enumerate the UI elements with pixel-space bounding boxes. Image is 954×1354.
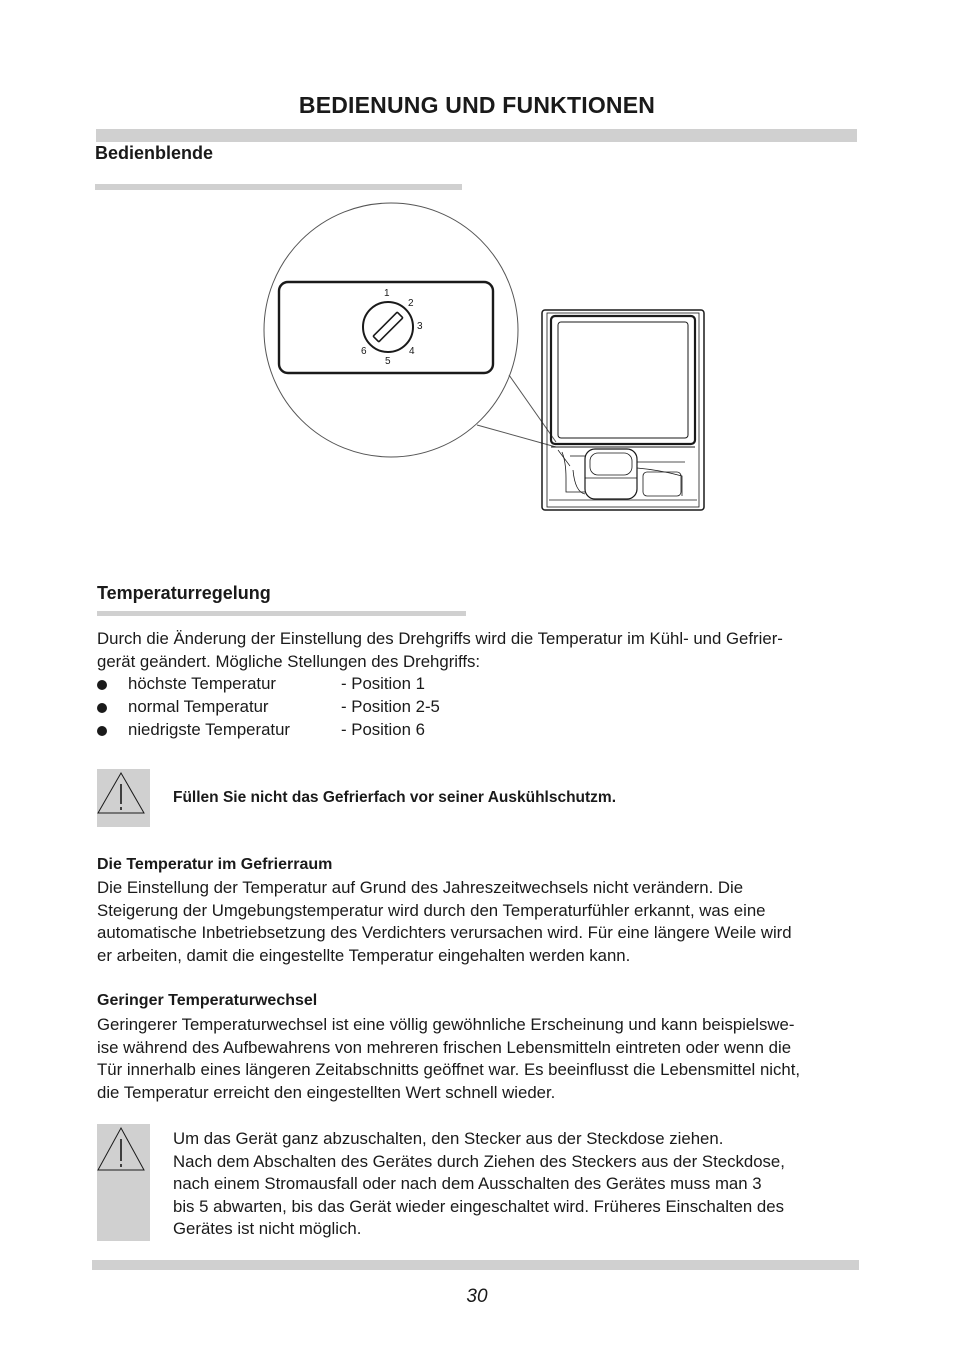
bullet-icon — [97, 726, 107, 736]
warning-text: Füllen Sie nicht das Gefrierfach vor seiner Auskühlschutzm. — [173, 789, 617, 806]
dial-position-label: 4 — [409, 346, 415, 357]
freezer-temperature-text: Die Einstellung der Temperatur auf Grund des Jahreszeitwechsels nicht verändern. Die Steigerung der Umgebungstemperatur wird durch den Temperaturfühler erkannt, was eine automatische Inbetriebsetzung des Verdichters verursachen wird. Für eine längere Weile wird er arbeiten, damit die eingestellte Temperatur eingehalten werden kann. — [97, 878, 792, 965]
magnifier-connector-bottom — [477, 425, 556, 447]
bullet-icon — [97, 703, 107, 713]
section-heading-control-panel: Bedienblende — [95, 143, 214, 163]
magnifier-connector-top — [509, 375, 556, 442]
dial-position-label: 3 — [417, 321, 423, 332]
warning-unplug-text: Um das Gerät ganz abzuschalten, den Stecker aus der Steckdose ziehen. Nach dem Abschalten des Gerätes durch Ziehen des Steckers aus der Steckdose, nach einem Stromausfall oder nach dem Ausschalten des Gerätes muss man 3 bis 5 abwarten, bis das Gerät wieder eingeschaltet wird. Früheres Einschalten des Gerätes ist nicht möglich. — [173, 1129, 785, 1239]
warning-box — [97, 769, 150, 827]
footer-divider — [92, 1260, 859, 1270]
temperature-intro: Durch die Änderung der Einstellung des Drehgriffs wird die Temperatur im Kühl- und Gefrier- gerät geändert. Mögliche Stellungen des Drehgriffs: — [97, 629, 783, 671]
page-title: BEDIENUNG UND FUNKTIONEN — [298, 92, 656, 118]
warning-triangle-icon — [97, 769, 150, 827]
section-divider — [97, 611, 466, 616]
warning-box — [97, 1124, 150, 1241]
dial-position-label: 2 — [408, 298, 414, 309]
small-change-text: Geringerer Temperaturwechsel ist eine völlig gewöhnliche Erscheinung und kann beispielswe- ise während des Aufbewahrens von mehreren frischen Lebensmitteln eintreten oder wenn die Tür innerhalb eines längeren Zeitabschnitts geöffnet war. Es beeinflusst die Lebensmittel nicht, die Temperatur erreicht den eingestellten Wert schnell wieder. — [97, 1015, 801, 1102]
subheading-freezer-temperature: Die Temperatur im Gefrierraum — [97, 856, 333, 873]
control-panel-diagram — [0, 0, 954, 560]
fridge-illustration — [542, 310, 704, 510]
section-heading-temperature: Temperaturregelung — [97, 583, 271, 603]
bullet-icon — [97, 680, 107, 690]
subheading-small-temperature-change: Geringer Temperaturwechsel — [97, 992, 318, 1009]
dial-position-label: 6 — [361, 346, 367, 357]
page-number: 30 — [466, 1286, 488, 1307]
dial-position-label: 5 — [385, 356, 391, 367]
dial-position-label: 1 — [384, 288, 390, 299]
warning-triangle-icon — [97, 1124, 150, 1184]
